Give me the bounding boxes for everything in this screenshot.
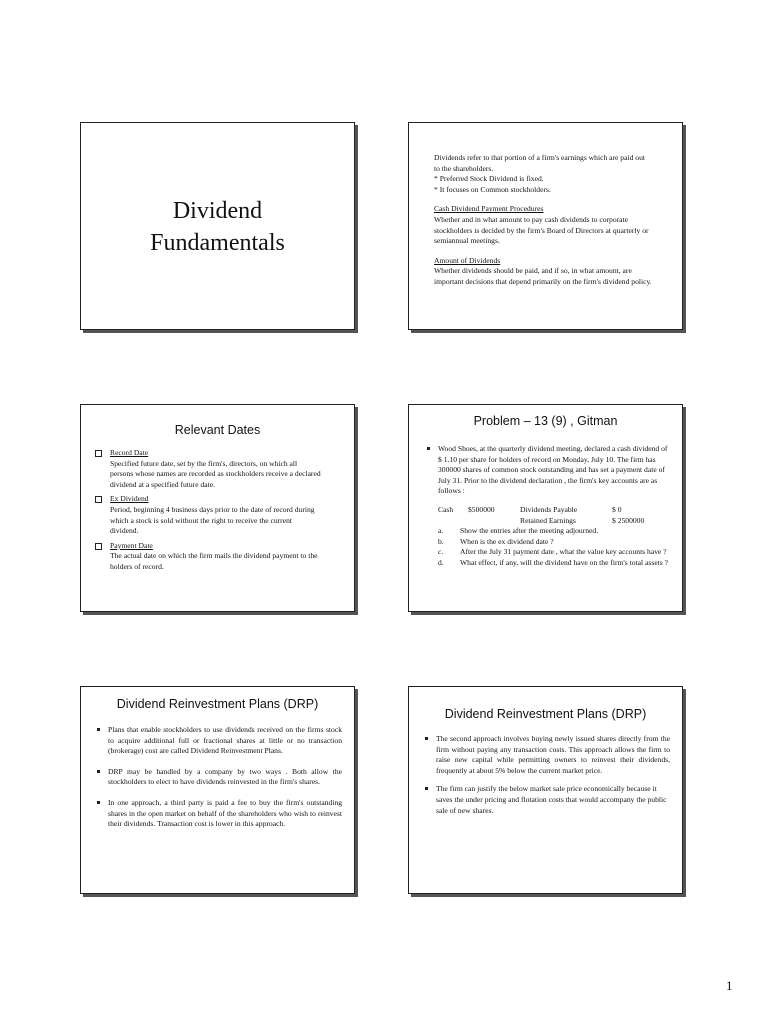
list-item [95, 767, 342, 788]
drp-list [423, 734, 670, 824]
intro-paragraph [434, 153, 652, 195]
slide-dividend-fundamentals [80, 122, 355, 330]
question-key: b. [438, 536, 444, 546]
slide-title: Dividend Reinvestment Plans (DRP) [444, 707, 647, 721]
item-text: The firm can justify the below market sale price economically because it saves the under pricing and flotation costs that would accompany the public sale of new shares. [436, 784, 667, 815]
title-line-2: Fundamentals [150, 230, 285, 256]
intro-text: Dividends refer to that portion of a firm's earnings which are paid out to the shareholders. [434, 153, 645, 173]
accounts-row-2 [438, 516, 670, 527]
dividends-payable-value: $ 0 [612, 504, 622, 514]
slide-drp-part-2 [408, 686, 683, 894]
question-text: When is the ex dividend date ? [460, 536, 554, 546]
amount-text: Whether dividends should be paid, and if so, in what amount, are important decisions that depend primarily on the firm's dividend policy. [434, 266, 652, 286]
slide-title: Relevant Dates [174, 423, 261, 437]
list-item [425, 444, 670, 569]
term-payment-date: Payment Date [110, 540, 153, 550]
term-description: Specified future date, set by the firm's, directors, on which all persons whose names are recorded as stockholders receive a declared dividend at a specified future date. [110, 458, 321, 489]
list-item [95, 541, 322, 573]
square-bullet-icon [427, 447, 430, 450]
question-text: After the July 31 payment date , what the value key accounts have ? [460, 547, 667, 557]
page-number: 1 [726, 978, 733, 993]
hollow-square-bullet-icon [95, 496, 102, 503]
item-text: The second approach involves buying newly issued shares directly from the firm without paying any transaction costs. This approach allows the firm to raise new capital while permitting owners to reinvest their dividends, frequently at about 5% below the current market price. [436, 734, 670, 775]
list-item [423, 734, 670, 776]
point-preferred: * Preferred Stock Dividend is fixed. [434, 174, 544, 184]
retained-earnings-value: $ 2500000 [612, 515, 645, 525]
dividends-payable-label: Dividends Payable [520, 504, 578, 514]
payment-paragraph [434, 204, 652, 246]
term-description: Period, beginning 4 business days prior to the date of record during which a stock is sold without the right to receive the current dividend. [110, 504, 315, 536]
slide-body [434, 153, 652, 297]
question-key: d. [438, 557, 444, 567]
square-bullet-icon [425, 737, 428, 740]
slide-title: Problem – 13 (9) , Gitman [473, 414, 618, 428]
retained-earnings-label: Retained Earnings [520, 515, 576, 525]
slide-title [81, 195, 354, 259]
question-b [438, 537, 670, 548]
term-ex-dividend: Ex Dividend [110, 494, 149, 504]
list-item [95, 494, 322, 536]
square-bullet-icon [425, 787, 428, 790]
square-bullet-icon [97, 801, 100, 804]
list-item [95, 798, 342, 830]
question-c [438, 547, 670, 558]
slide-relevant-dates [80, 404, 355, 612]
term-record-date: Record Date [110, 448, 149, 457]
drp-list [95, 725, 342, 840]
slide-drp-part-1 [80, 686, 355, 894]
question-d [438, 558, 670, 569]
question-key: a. [438, 526, 444, 536]
amount-heading: Amount of Dividends [434, 255, 501, 265]
point-common: * It focuses on Common stockholders. [434, 184, 551, 194]
amount-paragraph [434, 256, 652, 288]
item-text: In one approach, a third party is paid a fee to buy the firm's outstanding shares in the open market on behalf of the shareholders who wish to reinvest their dividends. Transaction cost is lower in this approach. [108, 797, 342, 829]
list-item [95, 448, 322, 490]
problem-list [425, 444, 670, 569]
hollow-square-bullet-icon [95, 450, 102, 457]
slide-problem-gitman [408, 404, 683, 612]
square-bullet-icon [97, 770, 100, 773]
slide-title: Dividend Reinvestment Plans (DRP) [116, 697, 319, 711]
list-item [95, 725, 342, 757]
item-text: Plans that enable stockholders to use dividends received on the firms stock to acquire additional full or fractional shares at little or no transaction (brokerage) cost are called Dividend Reinvestment Plans. [108, 725, 342, 756]
question-key: c. [438, 547, 444, 557]
cash-label: Cash [438, 504, 454, 514]
hollow-square-bullet-icon [95, 543, 102, 550]
term-description: The actual date on which the firm mails the dividend payment to the holders of record. [110, 551, 318, 571]
title-line-1: Dividend [172, 198, 263, 224]
square-bullet-icon [97, 728, 100, 731]
cash-value: $500000 [468, 504, 495, 514]
payment-text: Whether and in what amount to pay cash dividends to corporate stockholders is decided by the firm's Board of Directors at quarterly or semiannual meetings. [434, 214, 649, 246]
item-text: DRP may be handled by a company by two ways . Both allow the stockholders to elect to have dividends reinvested in the firm's shares. [108, 766, 342, 787]
question-text: Show the entries after the meeting adjourned. [460, 526, 599, 536]
payment-heading: Cash Dividend Payment Procedures [434, 204, 544, 214]
question-text: What effect, if any, will the dividend have on the firm's total assets ? [460, 557, 669, 567]
question-a [438, 526, 670, 537]
dates-list [95, 448, 322, 577]
slide-dividend-overview [408, 122, 683, 330]
accounts-row-1 [438, 505, 670, 516]
list-item [423, 784, 670, 816]
problem-text: Wood Shoes, at the quarterly dividend meeting, declared a cash dividend of $ 1.10 per share for holders of record on Monday, July 10. The firm has 300000 shares of common stock outstanding and has set a payment date of July 31. Prior to the dividend declaration , the firm's key accounts are as follows : [438, 444, 668, 496]
